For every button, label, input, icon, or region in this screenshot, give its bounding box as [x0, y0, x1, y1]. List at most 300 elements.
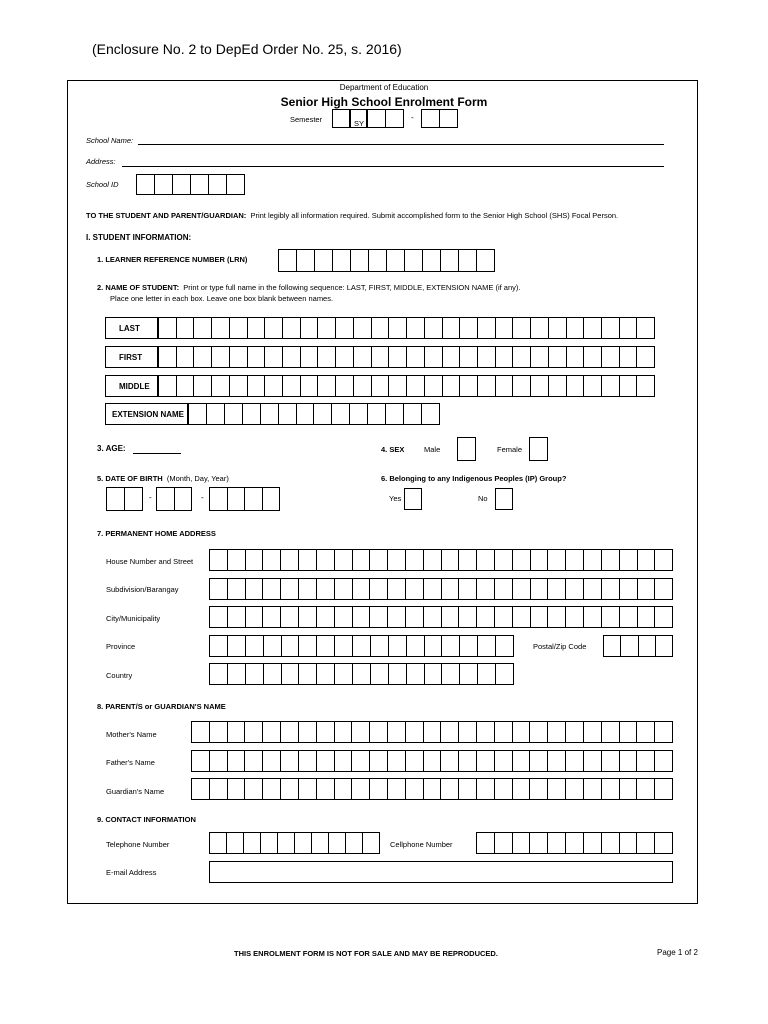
guardian-name-boxes-cell-12[interactable] — [388, 779, 406, 799]
first-name-boxes[interactable] — [158, 346, 655, 368]
province-boxes-cell-6[interactable] — [299, 636, 317, 656]
province-boxes-cell-11[interactable] — [389, 636, 407, 656]
dob-year-boxes-cell-1[interactable] — [210, 488, 228, 510]
first-name-boxes-cell-16[interactable] — [425, 347, 443, 367]
last-name-boxes-cell-21[interactable] — [513, 318, 531, 338]
country-boxes-cell-6[interactable] — [299, 664, 317, 684]
extension-name-boxes-cell-7[interactable] — [297, 404, 315, 424]
first-name-boxes-cell-11[interactable] — [336, 347, 354, 367]
cellphone-boxes-cell-8[interactable] — [602, 833, 620, 853]
last-name-boxes-cell-20[interactable] — [496, 318, 514, 338]
first-name-boxes-cell-13[interactable] — [372, 347, 390, 367]
middle-name-boxes-cell-5[interactable] — [230, 376, 248, 396]
mother-name-boxes-cell-15[interactable] — [441, 722, 459, 742]
city-boxes-cell-17[interactable] — [495, 607, 513, 627]
middle-name-boxes-cell-10[interactable] — [318, 376, 336, 396]
country-boxes-cell-4[interactable] — [264, 664, 282, 684]
father-name-boxes-cell-8[interactable] — [317, 751, 335, 771]
house-boxes-cell-15[interactable] — [459, 550, 477, 570]
last-name-boxes-cell-13[interactable] — [372, 318, 390, 338]
city-boxes-cell-2[interactable] — [228, 607, 246, 627]
first-name-boxes-cell-28[interactable] — [637, 347, 654, 367]
first-name-boxes-cell-3[interactable] — [194, 347, 212, 367]
lrn-boxes-cell-11[interactable] — [459, 250, 477, 271]
guardian-name-boxes-cell-25[interactable] — [620, 779, 638, 799]
lrn-boxes-cell-6[interactable] — [369, 250, 387, 271]
last-name-boxes-cell-6[interactable] — [248, 318, 266, 338]
house-boxes-cell-23[interactable] — [602, 550, 620, 570]
mother-name-boxes-cell-21[interactable] — [548, 722, 566, 742]
house-boxes-cell-2[interactable] — [228, 550, 246, 570]
guardian-name-boxes-cell-13[interactable] — [406, 779, 424, 799]
middle-name-boxes-cell-13[interactable] — [372, 376, 390, 396]
subdivision-boxes-cell-23[interactable] — [602, 579, 620, 599]
first-name-boxes-cell-14[interactable] — [389, 347, 407, 367]
father-name-boxes-cell-12[interactable] — [388, 751, 406, 771]
mother-name-boxes-cell-23[interactable] — [584, 722, 602, 742]
middle-name-boxes-cell-21[interactable] — [513, 376, 531, 396]
mother-name-boxes-cell-7[interactable] — [299, 722, 317, 742]
telephone-boxes-cell-9[interactable] — [346, 833, 363, 853]
house-boxes-cell-10[interactable] — [370, 550, 388, 570]
father-name-boxes-cell-23[interactable] — [584, 751, 602, 771]
guardian-name-boxes-cell-1[interactable] — [192, 779, 210, 799]
guardian-name-boxes-cell-7[interactable] — [299, 779, 317, 799]
house-boxes-cell-1[interactable] — [210, 550, 228, 570]
city-boxes[interactable] — [209, 606, 673, 628]
city-boxes-cell-19[interactable] — [531, 607, 549, 627]
father-name-boxes-cell-13[interactable] — [406, 751, 424, 771]
last-name-boxes-cell-12[interactable] — [354, 318, 372, 338]
city-boxes-cell-5[interactable] — [281, 607, 299, 627]
country-boxes-cell-3[interactable] — [246, 664, 264, 684]
guardian-name-boxes-cell-27[interactable] — [655, 779, 672, 799]
subdivision-boxes-cell-13[interactable] — [424, 579, 442, 599]
extension-name-boxes-cell-6[interactable] — [279, 404, 297, 424]
extension-name-boxes-cell-12[interactable] — [386, 404, 404, 424]
middle-name-boxes-cell-19[interactable] — [478, 376, 496, 396]
lrn-boxes-cell-8[interactable] — [405, 250, 423, 271]
country-boxes-cell-11[interactable] — [389, 664, 407, 684]
guardian-name-boxes-cell-14[interactable] — [424, 779, 442, 799]
province-boxes-cell-17[interactable] — [496, 636, 513, 656]
first-name-boxes-cell-10[interactable] — [318, 347, 336, 367]
house-boxes-cell-19[interactable] — [531, 550, 549, 570]
last-name-boxes-cell-14[interactable] — [389, 318, 407, 338]
subdivision-boxes-cell-16[interactable] — [477, 579, 495, 599]
guardian-name-boxes-cell-8[interactable] — [317, 779, 335, 799]
lrn-boxes-cell-9[interactable] — [423, 250, 441, 271]
father-name-boxes-cell-9[interactable] — [335, 751, 353, 771]
father-name-boxes-cell-22[interactable] — [566, 751, 584, 771]
last-name-boxes-cell-7[interactable] — [265, 318, 283, 338]
first-name-boxes-cell-18[interactable] — [460, 347, 478, 367]
mother-name-boxes-cell-8[interactable] — [317, 722, 335, 742]
guardian-name-boxes[interactable] — [191, 778, 673, 800]
last-name-boxes-cell-3[interactable] — [194, 318, 212, 338]
city-boxes-cell-3[interactable] — [246, 607, 264, 627]
country-boxes-cell-7[interactable] — [317, 664, 335, 684]
dob-day-boxes[interactable] — [156, 487, 192, 511]
city-boxes-cell-15[interactable] — [459, 607, 477, 627]
mother-name-boxes-cell-27[interactable] — [655, 722, 672, 742]
dob-month-boxes-cell-1[interactable] — [107, 488, 125, 510]
middle-name-boxes-cell-17[interactable] — [443, 376, 461, 396]
mother-name-boxes-cell-13[interactable] — [406, 722, 424, 742]
middle-name-boxes-cell-23[interactable] — [549, 376, 567, 396]
father-name-boxes[interactable] — [191, 750, 673, 772]
father-name-boxes-cell-6[interactable] — [281, 751, 299, 771]
dob-year-boxes-cell-4[interactable] — [263, 488, 280, 510]
city-boxes-cell-18[interactable] — [513, 607, 531, 627]
last-name-boxes-cell-8[interactable] — [283, 318, 301, 338]
first-name-boxes-cell-12[interactable] — [354, 347, 372, 367]
father-name-boxes-cell-15[interactable] — [441, 751, 459, 771]
cellphone-boxes-cell-10[interactable] — [637, 833, 655, 853]
first-name-boxes-cell-21[interactable] — [513, 347, 531, 367]
province-boxes-cell-7[interactable] — [317, 636, 335, 656]
middle-name-boxes-cell-16[interactable] — [425, 376, 443, 396]
province-boxes-cell-14[interactable] — [442, 636, 460, 656]
father-name-boxes-cell-27[interactable] — [655, 751, 672, 771]
country-boxes-cell-14[interactable] — [442, 664, 460, 684]
subdivision-boxes-cell-25[interactable] — [638, 579, 656, 599]
father-name-boxes-cell-25[interactable] — [620, 751, 638, 771]
school-id-boxes-cell-3[interactable] — [173, 175, 191, 194]
country-boxes-cell-2[interactable] — [228, 664, 246, 684]
house-boxes-cell-9[interactable] — [353, 550, 371, 570]
house-boxes[interactable] — [209, 549, 673, 571]
first-name-boxes-cell-6[interactable] — [248, 347, 266, 367]
house-boxes-cell-7[interactable] — [317, 550, 335, 570]
country-boxes-cell-5[interactable] — [282, 664, 300, 684]
cellphone-boxes[interactable] — [476, 832, 673, 854]
cellphone-boxes-cell-7[interactable] — [584, 833, 602, 853]
lrn-boxes[interactable] — [278, 249, 495, 272]
extension-name-boxes-cell-5[interactable] — [261, 404, 279, 424]
subdivision-boxes-cell-7[interactable] — [317, 579, 335, 599]
extension-name-boxes-cell-14[interactable] — [422, 404, 439, 424]
father-name-boxes-cell-24[interactable] — [602, 751, 620, 771]
extension-name-boxes-cell-8[interactable] — [314, 404, 332, 424]
subdivision-boxes-cell-10[interactable] — [370, 579, 388, 599]
last-name-boxes-cell-28[interactable] — [637, 318, 654, 338]
first-name-boxes-cell-2[interactable] — [177, 347, 195, 367]
country-boxes-cell-9[interactable] — [353, 664, 371, 684]
sy-end-boxes-cell-2[interactable] — [440, 110, 457, 127]
first-name-boxes-cell-17[interactable] — [443, 347, 461, 367]
guardian-name-boxes-cell-21[interactable] — [548, 779, 566, 799]
subdivision-boxes-cell-18[interactable] — [513, 579, 531, 599]
subdivision-boxes-cell-15[interactable] — [459, 579, 477, 599]
dob-month-boxes[interactable] — [106, 487, 143, 511]
cellphone-boxes-cell-4[interactable] — [530, 833, 548, 853]
postal-boxes-cell-2[interactable] — [621, 636, 638, 656]
guardian-name-boxes-cell-2[interactable] — [210, 779, 228, 799]
mother-name-boxes-cell-24[interactable] — [602, 722, 620, 742]
last-name-boxes-cell-11[interactable] — [336, 318, 354, 338]
city-boxes-cell-9[interactable] — [353, 607, 371, 627]
dob-month-boxes-cell-2[interactable] — [125, 488, 142, 510]
city-boxes-cell-24[interactable] — [620, 607, 638, 627]
father-name-boxes-cell-19[interactable] — [513, 751, 531, 771]
subdivision-boxes-cell-4[interactable] — [263, 579, 281, 599]
lrn-boxes-cell-5[interactable] — [351, 250, 369, 271]
province-boxes-cell-10[interactable] — [371, 636, 389, 656]
middle-name-boxes-cell-22[interactable] — [531, 376, 549, 396]
province-boxes-cell-9[interactable] — [353, 636, 371, 656]
guardian-name-boxes-cell-24[interactable] — [602, 779, 620, 799]
first-name-boxes-cell-23[interactable] — [549, 347, 567, 367]
province-boxes-cell-2[interactable] — [228, 636, 246, 656]
mother-name-boxes-cell-25[interactable] — [620, 722, 638, 742]
house-boxes-cell-20[interactable] — [548, 550, 566, 570]
lrn-boxes-cell-10[interactable] — [441, 250, 459, 271]
subdivision-boxes-cell-20[interactable] — [548, 579, 566, 599]
guardian-name-boxes-cell-15[interactable] — [441, 779, 459, 799]
last-name-boxes-cell-10[interactable] — [318, 318, 336, 338]
father-name-boxes-cell-20[interactable] — [530, 751, 548, 771]
mother-name-boxes[interactable] — [191, 721, 673, 743]
school-id-boxes-cell-5[interactable] — [209, 175, 227, 194]
mother-name-boxes-cell-11[interactable] — [370, 722, 388, 742]
mother-name-boxes-cell-9[interactable] — [335, 722, 353, 742]
subdivision-boxes-cell-6[interactable] — [299, 579, 317, 599]
cellphone-boxes-cell-2[interactable] — [495, 833, 513, 853]
country-boxes-cell-16[interactable] — [478, 664, 496, 684]
first-name-boxes-cell-8[interactable] — [283, 347, 301, 367]
telephone-boxes-cell-4[interactable] — [261, 833, 278, 853]
father-name-boxes-cell-16[interactable] — [459, 751, 477, 771]
male-checkbox[interactable] — [457, 437, 476, 461]
lrn-boxes-cell-4[interactable] — [333, 250, 351, 271]
middle-name-boxes-cell-20[interactable] — [496, 376, 514, 396]
subdivision-boxes-cell-3[interactable] — [246, 579, 264, 599]
school-id-boxes-cell-2[interactable] — [155, 175, 173, 194]
city-boxes-cell-12[interactable] — [406, 607, 424, 627]
guardian-name-boxes-cell-11[interactable] — [370, 779, 388, 799]
extension-name-boxes[interactable] — [188, 403, 440, 425]
province-boxes[interactable] — [209, 635, 514, 657]
postal-boxes-cell-1[interactable] — [604, 636, 621, 656]
dob-year-boxes[interactable] — [209, 487, 280, 511]
house-boxes-cell-25[interactable] — [638, 550, 656, 570]
ip-no-checkbox[interactable] — [495, 488, 513, 510]
telephone-boxes-cell-1[interactable] — [210, 833, 227, 853]
cellphone-boxes-cell-6[interactable] — [566, 833, 584, 853]
country-boxes[interactable] — [209, 663, 514, 685]
last-name-boxes-cell-17[interactable] — [443, 318, 461, 338]
city-boxes-cell-8[interactable] — [335, 607, 353, 627]
sy-start-boxes[interactable] — [367, 109, 404, 128]
subdivision-boxes-cell-8[interactable] — [335, 579, 353, 599]
guardian-name-boxes-cell-4[interactable] — [245, 779, 263, 799]
last-name-boxes-cell-9[interactable] — [301, 318, 319, 338]
first-name-boxes-cell-5[interactable] — [230, 347, 248, 367]
cellphone-boxes-cell-5[interactable] — [548, 833, 566, 853]
middle-name-boxes-cell-6[interactable] — [248, 376, 266, 396]
guardian-name-boxes-cell-9[interactable] — [335, 779, 353, 799]
house-boxes-cell-8[interactable] — [335, 550, 353, 570]
mother-name-boxes-cell-14[interactable] — [424, 722, 442, 742]
subdivision-boxes[interactable] — [209, 578, 673, 600]
first-name-boxes-cell-19[interactable] — [478, 347, 496, 367]
country-boxes-cell-8[interactable] — [335, 664, 353, 684]
last-name-boxes[interactable] — [158, 317, 655, 339]
house-boxes-cell-24[interactable] — [620, 550, 638, 570]
cellphone-boxes-cell-1[interactable] — [477, 833, 495, 853]
middle-name-boxes-cell-3[interactable] — [194, 376, 212, 396]
subdivision-boxes-cell-1[interactable] — [210, 579, 228, 599]
province-boxes-cell-15[interactable] — [460, 636, 478, 656]
father-name-boxes-cell-21[interactable] — [548, 751, 566, 771]
first-name-boxes-cell-26[interactable] — [602, 347, 620, 367]
sy-start-boxes-cell-1[interactable] — [368, 110, 386, 127]
last-name-boxes-cell-27[interactable] — [620, 318, 638, 338]
middle-name-boxes-cell-28[interactable] — [637, 376, 654, 396]
first-name-boxes-cell-1[interactable] — [159, 347, 177, 367]
city-boxes-cell-4[interactable] — [263, 607, 281, 627]
middle-name-boxes-cell-8[interactable] — [283, 376, 301, 396]
extension-name-boxes-cell-10[interactable] — [350, 404, 368, 424]
country-boxes-cell-17[interactable] — [496, 664, 513, 684]
city-boxes-cell-11[interactable] — [388, 607, 406, 627]
province-boxes-cell-16[interactable] — [478, 636, 496, 656]
guardian-name-boxes-cell-23[interactable] — [584, 779, 602, 799]
extension-name-boxes-cell-9[interactable] — [332, 404, 350, 424]
mother-name-boxes-cell-1[interactable] — [192, 722, 210, 742]
middle-name-boxes-cell-26[interactable] — [602, 376, 620, 396]
subdivision-boxes-cell-14[interactable] — [442, 579, 460, 599]
mother-name-boxes-cell-22[interactable] — [566, 722, 584, 742]
last-name-boxes-cell-16[interactable] — [425, 318, 443, 338]
school-id-boxes-cell-4[interactable] — [191, 175, 209, 194]
postal-boxes-cell-4[interactable] — [656, 636, 672, 656]
subdivision-boxes-cell-26[interactable] — [655, 579, 672, 599]
email-field[interactable] — [209, 861, 673, 883]
mother-name-boxes-cell-2[interactable] — [210, 722, 228, 742]
last-name-boxes-cell-1[interactable] — [159, 318, 177, 338]
middle-name-boxes-cell-2[interactable] — [177, 376, 195, 396]
female-checkbox[interactable] — [529, 437, 548, 461]
country-boxes-cell-13[interactable] — [425, 664, 443, 684]
house-boxes-cell-6[interactable] — [299, 550, 317, 570]
subdivision-boxes-cell-12[interactable] — [406, 579, 424, 599]
last-name-boxes-cell-2[interactable] — [177, 318, 195, 338]
city-boxes-cell-26[interactable] — [655, 607, 672, 627]
last-name-boxes-cell-22[interactable] — [531, 318, 549, 338]
father-name-boxes-cell-17[interactable] — [477, 751, 495, 771]
school-id-boxes-cell-6[interactable] — [227, 175, 244, 194]
telephone-boxes-cell-7[interactable] — [312, 833, 329, 853]
subdivision-boxes-cell-21[interactable] — [566, 579, 584, 599]
age-field[interactable] — [133, 453, 181, 454]
lrn-boxes-cell-7[interactable] — [387, 250, 405, 271]
cellphone-boxes-cell-11[interactable] — [655, 833, 672, 853]
father-name-boxes-cell-2[interactable] — [210, 751, 228, 771]
house-boxes-cell-18[interactable] — [513, 550, 531, 570]
subdivision-boxes-cell-5[interactable] — [281, 579, 299, 599]
city-boxes-cell-14[interactable] — [442, 607, 460, 627]
father-name-boxes-cell-14[interactable] — [424, 751, 442, 771]
first-name-boxes-cell-20[interactable] — [496, 347, 514, 367]
last-name-boxes-cell-15[interactable] — [407, 318, 425, 338]
subdivision-boxes-cell-11[interactable] — [388, 579, 406, 599]
mother-name-boxes-cell-18[interactable] — [495, 722, 513, 742]
middle-name-boxes-cell-18[interactable] — [460, 376, 478, 396]
first-name-boxes-cell-7[interactable] — [265, 347, 283, 367]
middle-name-boxes-cell-11[interactable] — [336, 376, 354, 396]
extension-name-boxes-cell-13[interactable] — [404, 404, 422, 424]
country-boxes-cell-1[interactable] — [210, 664, 228, 684]
school-id-boxes[interactable] — [136, 174, 245, 195]
province-boxes-cell-8[interactable] — [335, 636, 353, 656]
middle-name-boxes-cell-12[interactable] — [354, 376, 372, 396]
house-boxes-cell-11[interactable] — [388, 550, 406, 570]
province-boxes-cell-1[interactable] — [210, 636, 228, 656]
province-boxes-cell-13[interactable] — [425, 636, 443, 656]
father-name-boxes-cell-10[interactable] — [352, 751, 370, 771]
father-name-boxes-cell-4[interactable] — [245, 751, 263, 771]
extension-name-boxes-cell-3[interactable] — [225, 404, 243, 424]
subdivision-boxes-cell-22[interactable] — [584, 579, 602, 599]
house-boxes-cell-17[interactable] — [495, 550, 513, 570]
mother-name-boxes-cell-6[interactable] — [281, 722, 299, 742]
subdivision-boxes-cell-24[interactable] — [620, 579, 638, 599]
house-boxes-cell-12[interactable] — [406, 550, 424, 570]
middle-name-boxes-cell-4[interactable] — [212, 376, 230, 396]
father-name-boxes-cell-11[interactable] — [370, 751, 388, 771]
sy-start-boxes-cell-2[interactable] — [386, 110, 403, 127]
mother-name-boxes-cell-5[interactable] — [263, 722, 281, 742]
dob-day-boxes-cell-2[interactable] — [175, 488, 192, 510]
last-name-boxes-cell-5[interactable] — [230, 318, 248, 338]
guardian-name-boxes-cell-20[interactable] — [530, 779, 548, 799]
lrn-boxes-cell-2[interactable] — [297, 250, 315, 271]
guardian-name-boxes-cell-17[interactable] — [477, 779, 495, 799]
country-boxes-cell-12[interactable] — [407, 664, 425, 684]
mother-name-boxes-cell-26[interactable] — [637, 722, 655, 742]
lrn-boxes-cell-1[interactable] — [279, 250, 297, 271]
mother-name-boxes-cell-10[interactable] — [352, 722, 370, 742]
house-boxes-cell-14[interactable] — [442, 550, 460, 570]
last-name-boxes-cell-18[interactable] — [460, 318, 478, 338]
country-boxes-cell-10[interactable] — [371, 664, 389, 684]
city-boxes-cell-20[interactable] — [548, 607, 566, 627]
city-boxes-cell-7[interactable] — [317, 607, 335, 627]
last-name-boxes-cell-19[interactable] — [478, 318, 496, 338]
city-boxes-cell-23[interactable] — [602, 607, 620, 627]
mother-name-boxes-cell-20[interactable] — [530, 722, 548, 742]
middle-name-boxes-cell-25[interactable] — [584, 376, 602, 396]
province-boxes-cell-12[interactable] — [407, 636, 425, 656]
house-boxes-cell-4[interactable] — [263, 550, 281, 570]
middle-name-boxes-cell-14[interactable] — [389, 376, 407, 396]
house-boxes-cell-13[interactable] — [424, 550, 442, 570]
subdivision-boxes-cell-19[interactable] — [531, 579, 549, 599]
city-boxes-cell-13[interactable] — [424, 607, 442, 627]
subdivision-boxes-cell-9[interactable] — [353, 579, 371, 599]
province-boxes-cell-5[interactable] — [282, 636, 300, 656]
city-boxes-cell-1[interactable] — [210, 607, 228, 627]
telephone-boxes-cell-6[interactable] — [295, 833, 312, 853]
dob-year-boxes-cell-3[interactable] — [245, 488, 263, 510]
father-name-boxes-cell-18[interactable] — [495, 751, 513, 771]
cellphone-boxes-cell-9[interactable] — [620, 833, 638, 853]
house-boxes-cell-21[interactable] — [566, 550, 584, 570]
lrn-boxes-cell-3[interactable] — [315, 250, 333, 271]
first-name-boxes-cell-15[interactable] — [407, 347, 425, 367]
